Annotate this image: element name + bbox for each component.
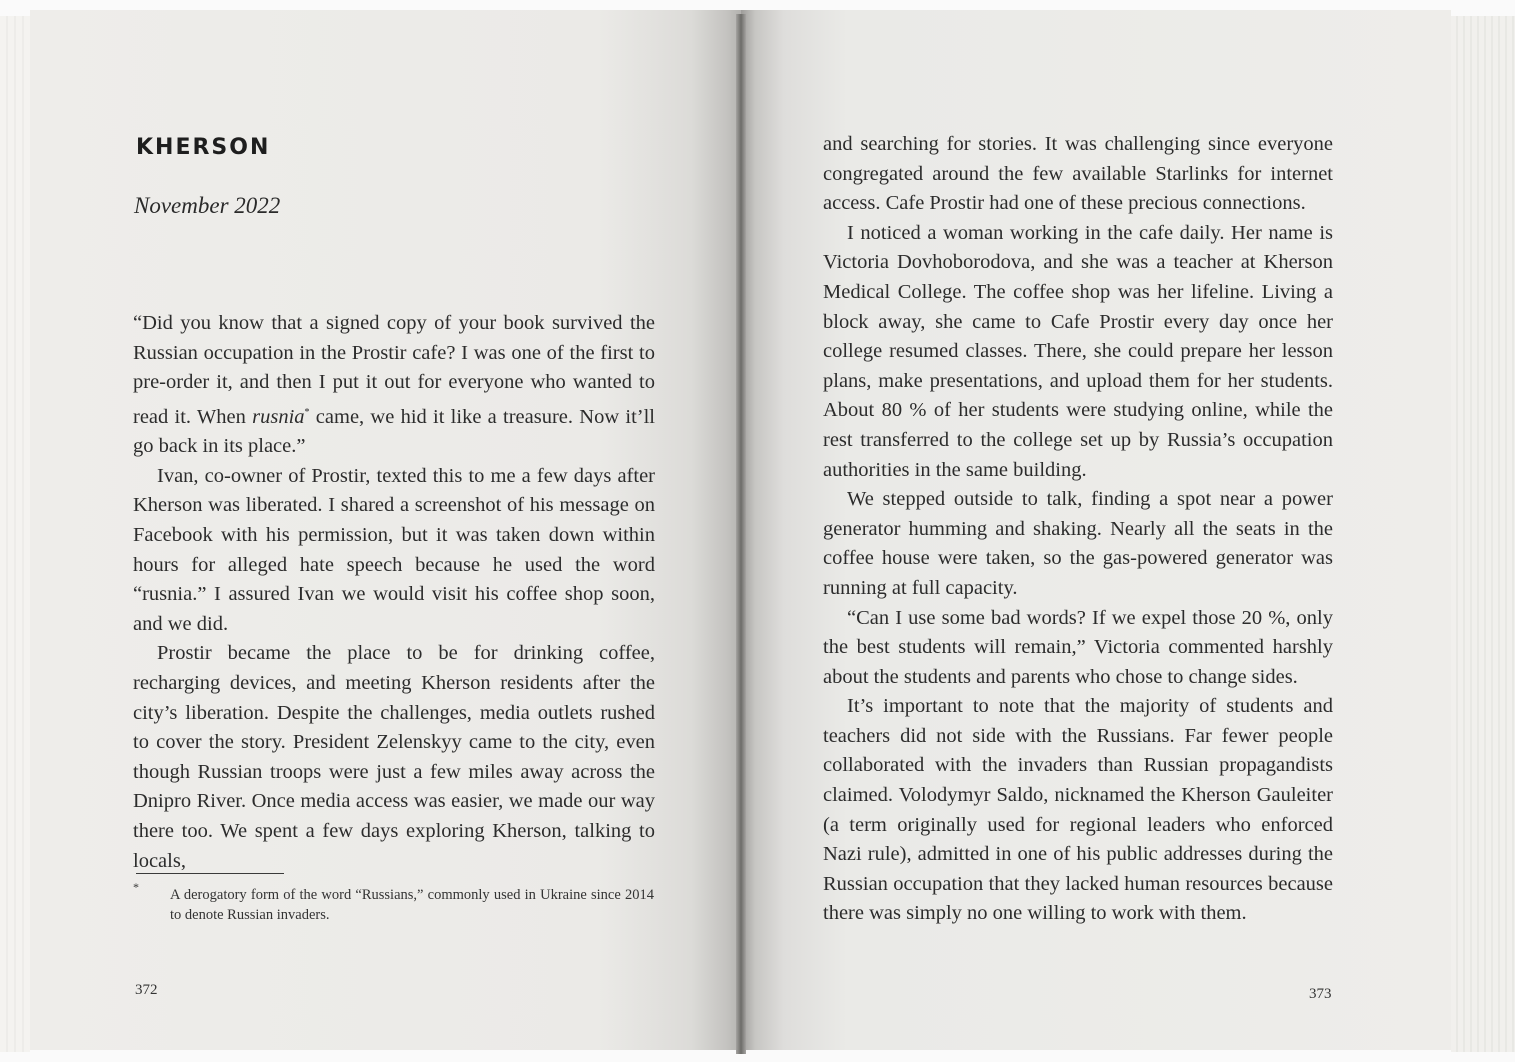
page-edges-left (0, 16, 30, 1052)
paragraph: It’s important to note that the majority of students and teachers did not side with the Russians. Far fewer people collaborated with the invaders than Russian propagandists claimed. Volodymyr Saldo, nicknamed the Kherson Gauleiter (a term originally used for regional leaders who enforced Nazi rule), admitted in one of his public addresses during the Russian occupation that they lacked human resources because there was simply no one willing to work with them. (823, 695, 1333, 925)
book-spine (736, 14, 746, 1054)
footnote-mark: * (133, 880, 139, 894)
paragraph: Ivan, co-owner of Prostir, texted this to me a few days after Kherson was liberated. I shared a screenshot of his message on Facebook with his permission, but it was taken down within hours for alleged hate speech because he used the word “rusnia.” I assured Ivan we would visit his coffee shop soon, and we did. (133, 464, 655, 635)
page-edges-right (1451, 16, 1515, 1052)
right-page-body (823, 130, 1333, 929)
paragraph: Prostir became the place to be for drinking coffee, recharging devices, and meeting Kherson residents after the city’s liberation. Despite the challenges, media outlets rushed to cover the story. President Zelenskyy came to the city, even though Russian troops were just a few miles away across the Dnipro River. Once media access was easier, we made our way there too. We spent a few days exploring Kherson, talking to locals, (133, 642, 655, 872)
paragraph: and searching for stories. It was challenging since everyone congregated around the few available Starlinks for internet access. Cafe Prostir had one of these precious connections. (823, 133, 1333, 215)
paragraph: I noticed a woman working in the cafe daily. Her name is Victoria Dovhoborodova, and she was a teacher at Kherson Medical College. The coffee shop was her lifeline. Living a block away, she came to Cafe Prostir every day once her college resumed classes. There, she could prepare her lesson plans, make presentations, and upload them for her students. About 80 % of her students were studying online, while the rest transferred to the college set up by Russia’s occupation authorities in the same building. (823, 221, 1333, 481)
paragraph (133, 309, 655, 462)
paragraph: “Can I use some bad words? If we expel those 20 %, only the best students will remain,” Victoria commented harshly about the students and parents who chose to change sides. (823, 606, 1333, 688)
paragraph: We stepped outside to talk, finding a spot near a power generator humming and shaking. Nearly all the seats in the coffee house were taken, so the gas-powered generator was running at full capacity. (823, 488, 1333, 599)
chapter-date: November 2022 (134, 193, 281, 218)
page-number-right: 373 (1309, 986, 1332, 1002)
italic-term: rusnia (252, 405, 305, 428)
left-page-body (133, 309, 655, 876)
chapter-title: KHERSON (136, 135, 271, 160)
paragraph-text: “Did you know that a signed copy of your book survived the Russian occupation in the Prostir cafe? I was one of the first to pre-order it, and then I put it out for everyone who wanted to read it. When (133, 312, 655, 428)
footnote-text: A derogatory form of the word “Russians,” commonly used in Ukraine since 2014 to denote Russian invaders. (170, 887, 654, 923)
footnote-reference[interactable]: * (304, 406, 310, 418)
page-number-left: 372 (135, 982, 158, 998)
footnote-divider (136, 873, 284, 874)
paragraph-text: came, we hid it like a treasure. Now it’ll go back in its place.” (133, 405, 655, 458)
